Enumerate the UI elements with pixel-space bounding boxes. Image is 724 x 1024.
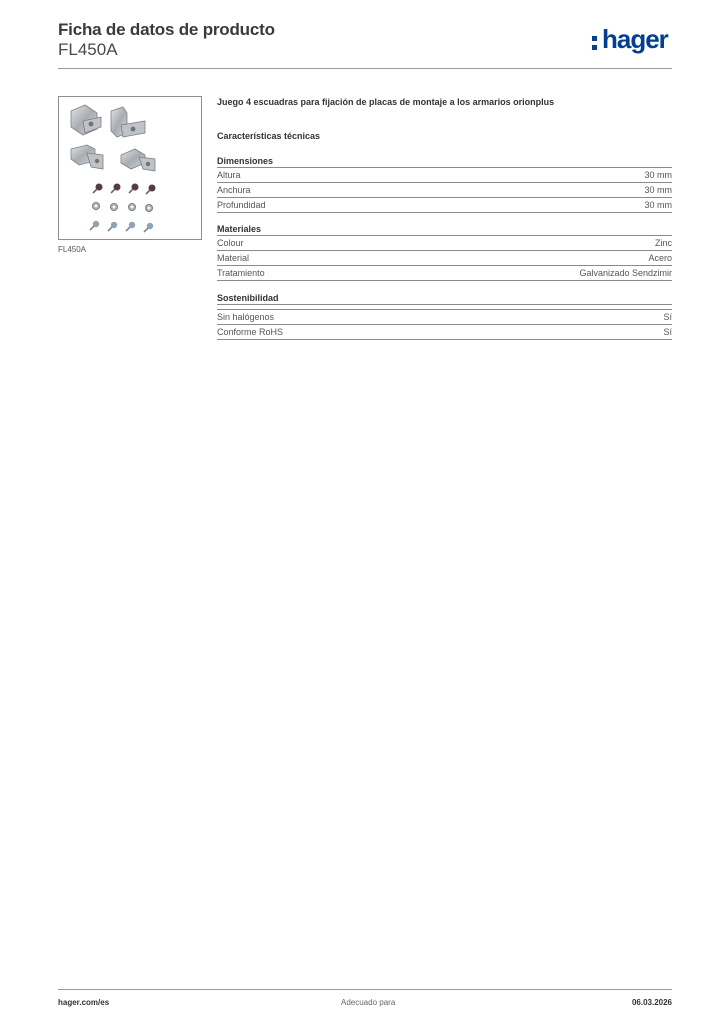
row-value: Sí xyxy=(663,312,672,322)
row-label: Anchura xyxy=(217,185,251,195)
table-row xyxy=(217,266,672,281)
row-value: Zinc xyxy=(654,238,672,248)
table-row xyxy=(217,183,672,198)
row-value: 30 mm xyxy=(644,200,672,210)
product-image xyxy=(58,96,202,240)
row-value: Sí xyxy=(663,327,672,337)
footer-website-link[interactable]: hager.com/es xyxy=(58,998,110,1007)
group-title: Sostenibilidad xyxy=(217,290,672,305)
group-title: Dimensiones xyxy=(217,153,672,168)
screws-row-2 xyxy=(90,221,153,232)
table-row xyxy=(217,325,672,340)
row-label: Tratamiento xyxy=(217,268,265,278)
hager-logo xyxy=(592,24,676,58)
page-title: Ficha de datos de producto xyxy=(58,20,275,39)
bracket-3 xyxy=(71,145,103,169)
mounting-brackets-kit-icon xyxy=(59,97,201,239)
footer-date: 06.03.2026 xyxy=(631,998,672,1007)
row-label: Sin halógenos xyxy=(217,312,275,322)
logo-text: hager xyxy=(602,24,668,54)
table-row xyxy=(217,168,672,183)
row-label: Colour xyxy=(217,238,244,248)
logo-dots-icon xyxy=(592,36,598,50)
row-value: Galvanizado Sendzimir xyxy=(579,268,672,278)
row-value: 30 mm xyxy=(644,185,672,195)
group-materials xyxy=(217,221,672,281)
row-label: Material xyxy=(217,253,250,263)
group-dimensions xyxy=(217,153,672,213)
footer-divider xyxy=(58,989,672,990)
table-row xyxy=(217,198,672,213)
table-row xyxy=(217,236,672,251)
row-label: Conforme RoHS xyxy=(217,327,284,337)
row-label: Altura xyxy=(217,170,241,180)
product-description: Juego 4 escuadras para fijación de placas de montaje a los armarios orionplus xyxy=(217,97,555,107)
technical-characteristics-heading: Características técnicas xyxy=(217,131,321,141)
image-caption: FL450A xyxy=(58,245,87,254)
row-value: Acero xyxy=(648,253,672,263)
table-row xyxy=(217,309,672,325)
group-sustainability xyxy=(217,290,672,340)
footer-suitable-for: Adecuado para xyxy=(341,998,396,1007)
row-label: Profundidad xyxy=(217,200,266,210)
table-row xyxy=(217,251,672,266)
screws-row-1 xyxy=(93,184,156,195)
nuts-row xyxy=(92,202,152,211)
product-code: FL450A xyxy=(58,40,118,59)
bracket-2 xyxy=(111,107,145,137)
header-divider xyxy=(58,68,672,69)
bracket-4 xyxy=(121,149,155,171)
group-title: Materiales xyxy=(217,221,672,236)
bracket-1 xyxy=(71,105,101,135)
row-value: 30 mm xyxy=(644,170,672,180)
